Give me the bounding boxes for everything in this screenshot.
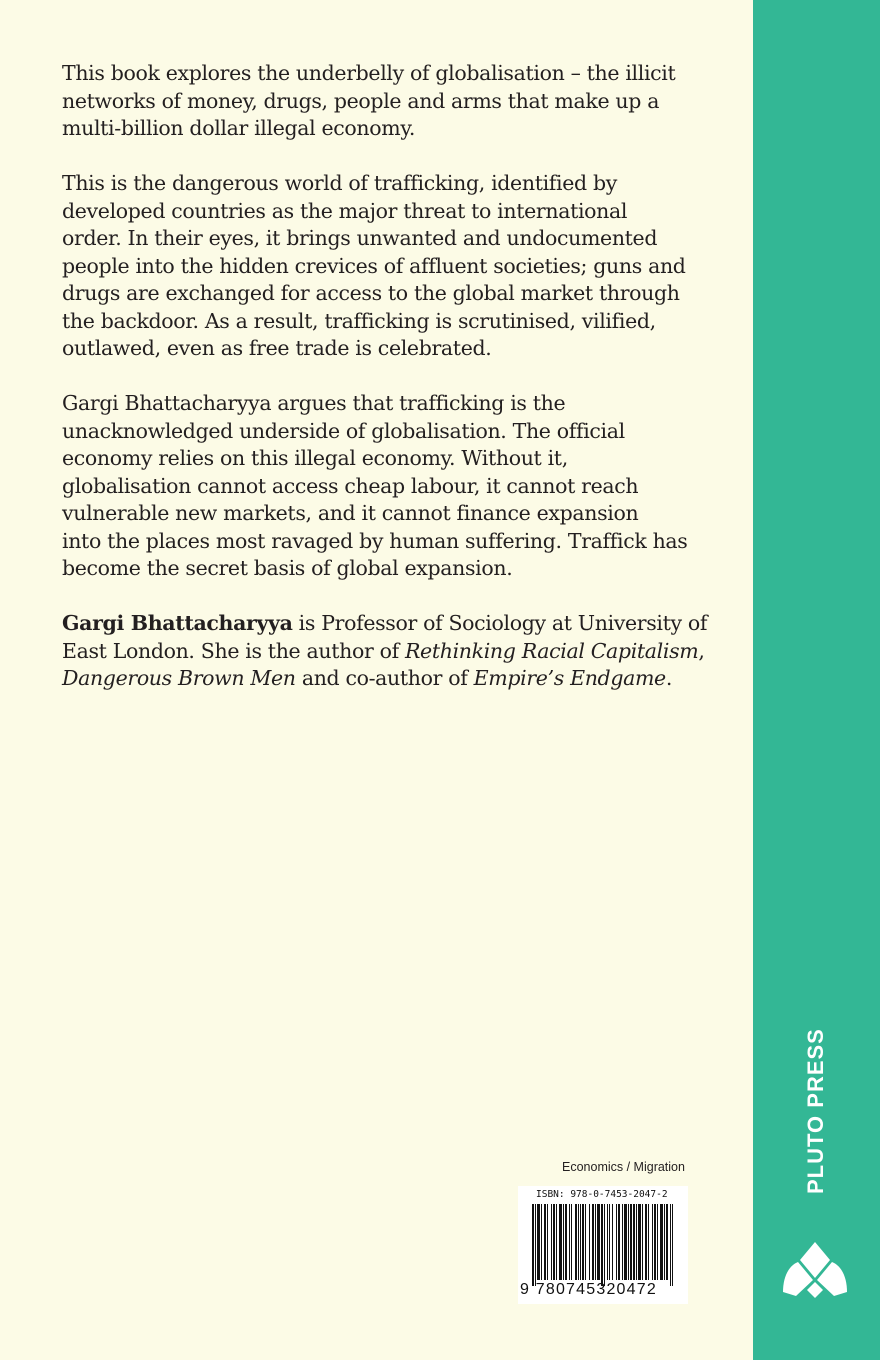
ean-first-digit: 9: [520, 1281, 531, 1298]
barcode-bar: [571, 1204, 572, 1280]
barcode-bar: [563, 1204, 564, 1280]
barcode-bar: [559, 1204, 562, 1280]
publisher-name: PLUTO PRESS: [803, 1028, 828, 1194]
barcode-bar: [607, 1204, 608, 1280]
bio-text: and co-author of: [295, 666, 474, 690]
barcode-bar: [636, 1204, 637, 1280]
text-line: [62, 665, 722, 693]
bio-text: East London. She is the author of: [62, 638, 405, 663]
text-line: vulnerable new markets, and it cannot finance expansion: [62, 501, 639, 525]
barcode-bar: [585, 1204, 586, 1280]
book-title: Empire’s Endgame: [473, 666, 666, 690]
text-line: into the places most ravaged by human suffering. Traffick has: [62, 528, 688, 553]
ean-number: [520, 1281, 657, 1299]
blurb-paragraph-2: [62, 170, 722, 363]
barcode-bar: [589, 1204, 590, 1280]
barcode: [518, 1186, 688, 1304]
barcode-bar: [556, 1204, 557, 1280]
bio-text: is Professor of Sociology at University of: [292, 611, 708, 635]
blurb-paragraph-1: [62, 60, 722, 143]
ean-right-group: 320472: [596, 1281, 657, 1298]
text-line: multi-billion dollar illegal economy.: [62, 116, 416, 140]
text-line: drugs are exchanged for access to the global market through: [62, 281, 680, 305]
barcode-bar: [547, 1204, 548, 1280]
barcode-bar: [612, 1204, 613, 1280]
text-line: economy relies on this illegal economy. Without it,: [62, 446, 568, 470]
isbn-label: ISBN: 978-0-7453-2047-2: [536, 1189, 668, 1200]
barcode-bar: [544, 1204, 546, 1280]
barcode-bar: [578, 1204, 579, 1280]
bio-text: .: [665, 666, 673, 690]
text-line: globalisation cannot access cheap labour, it cannot reach: [62, 473, 639, 498]
barcode-bar: [595, 1204, 596, 1280]
text-line: developed countries as the major threat to international: [62, 198, 628, 223]
barcode-bar: [645, 1204, 647, 1280]
text-line: the backdoor. As a result, trafficking is scrutinised, vilified,: [62, 308, 656, 333]
barcode-bar: [622, 1204, 623, 1280]
barcode-icon: [532, 1204, 674, 1286]
barcode-bar: [630, 1204, 632, 1280]
barcode-bar: [652, 1204, 653, 1280]
barcode-bar: [575, 1204, 577, 1280]
text-line: This book explores the underbelly of globalisation – the illicit: [62, 61, 676, 85]
text-line: outlawed, even as free trade is celebrated.: [62, 336, 492, 360]
text-line: [62, 638, 722, 666]
barcode-bar: [642, 1204, 643, 1280]
ean-left-group: 780745: [535, 1281, 597, 1298]
barcode-bar: [541, 1204, 542, 1280]
blurb-paragraph-3: [62, 390, 722, 583]
barcode-bar: [654, 1204, 656, 1280]
book-title: Dangerous Brown Men: [62, 666, 296, 690]
author-bio: [62, 610, 722, 693]
barcode-bar: [597, 1204, 600, 1280]
barcode-bar: [551, 1204, 552, 1280]
text-line: become the secret basis of global expansion.: [62, 556, 513, 580]
text-line: This is the dangerous world of trafficking, identified by: [62, 171, 617, 195]
barcode-bar: [624, 1204, 627, 1280]
barcode-bar: [532, 1204, 534, 1286]
author-name: Gargi Bhattacharyya: [62, 611, 293, 635]
barcode-bar: [565, 1204, 567, 1280]
barcode-bar: [553, 1204, 555, 1280]
barcode-bar: [601, 1204, 603, 1286]
barcode-bar: [638, 1204, 641, 1280]
barcode-bar: [672, 1204, 673, 1286]
text-line: networks of money, drugs, people and arms that make up a: [62, 88, 660, 113]
text-line: [62, 610, 722, 638]
barcode-bar: [569, 1204, 570, 1280]
text-line: Gargi Bhattacharyya argues that trafficking is the: [62, 391, 566, 415]
barcode-bar: [604, 1204, 605, 1286]
subject-category: Economics / Migration: [562, 1160, 685, 1174]
barcode-bar: [648, 1204, 649, 1280]
barcode-bar: [592, 1204, 594, 1280]
blurb-text: [62, 60, 722, 720]
barcode-bar: [609, 1204, 610, 1280]
text-line: people into the hidden crevices of affluent societies; guns and: [62, 253, 686, 278]
barcode-bar: [616, 1204, 617, 1280]
barcode-bar: [633, 1204, 635, 1280]
barcode-bar: [664, 1204, 665, 1280]
bio-text: ,: [698, 638, 705, 663]
barcode-bar: [582, 1204, 584, 1280]
barcode-bar: [535, 1204, 536, 1286]
pluto-press-logo-icon: [782, 1240, 848, 1300]
barcode-bar: [670, 1204, 671, 1286]
barcode-bar: [537, 1204, 540, 1280]
barcode-bar: [666, 1204, 668, 1280]
text-line: unacknowledged underside of globalisation. The official: [62, 418, 625, 443]
barcode-bar: [660, 1204, 663, 1280]
barcode-bar: [580, 1204, 581, 1280]
text-line: order. In their eyes, it brings unwanted and undocumented: [62, 226, 658, 250]
barcode-bar: [618, 1204, 620, 1280]
barcode-bar: [657, 1204, 658, 1280]
book-title: Rethinking Racial Capitalism: [404, 638, 699, 663]
barcode-bar: [628, 1204, 629, 1280]
